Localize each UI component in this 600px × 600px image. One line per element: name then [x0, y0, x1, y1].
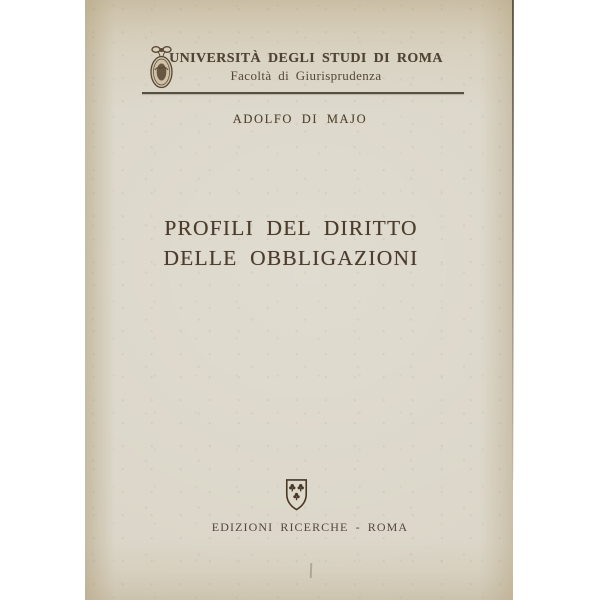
title-line-1: PROFILI DEL DIRITTO — [164, 216, 418, 240]
author-name: ADOLFO DI MAJO — [232, 112, 368, 126]
faculty-name: Facoltà di Giurisprudenza — [230, 68, 382, 83]
book-title — [77, 213, 505, 273]
title-line-2: DELLE OBBLIGAZIONI — [163, 246, 419, 270]
publisher-shield-icon — [285, 478, 308, 512]
pencil-mark — [310, 563, 312, 578]
book-title-page — [85, 0, 513, 600]
header-divider-rule — [142, 92, 464, 94]
publisher-imprint: EDIZIONI RICERCHE - ROMA — [211, 520, 409, 534]
university-name: UNIVERSITÀ DEGLI STUDI DI ROMA — [169, 51, 443, 66]
